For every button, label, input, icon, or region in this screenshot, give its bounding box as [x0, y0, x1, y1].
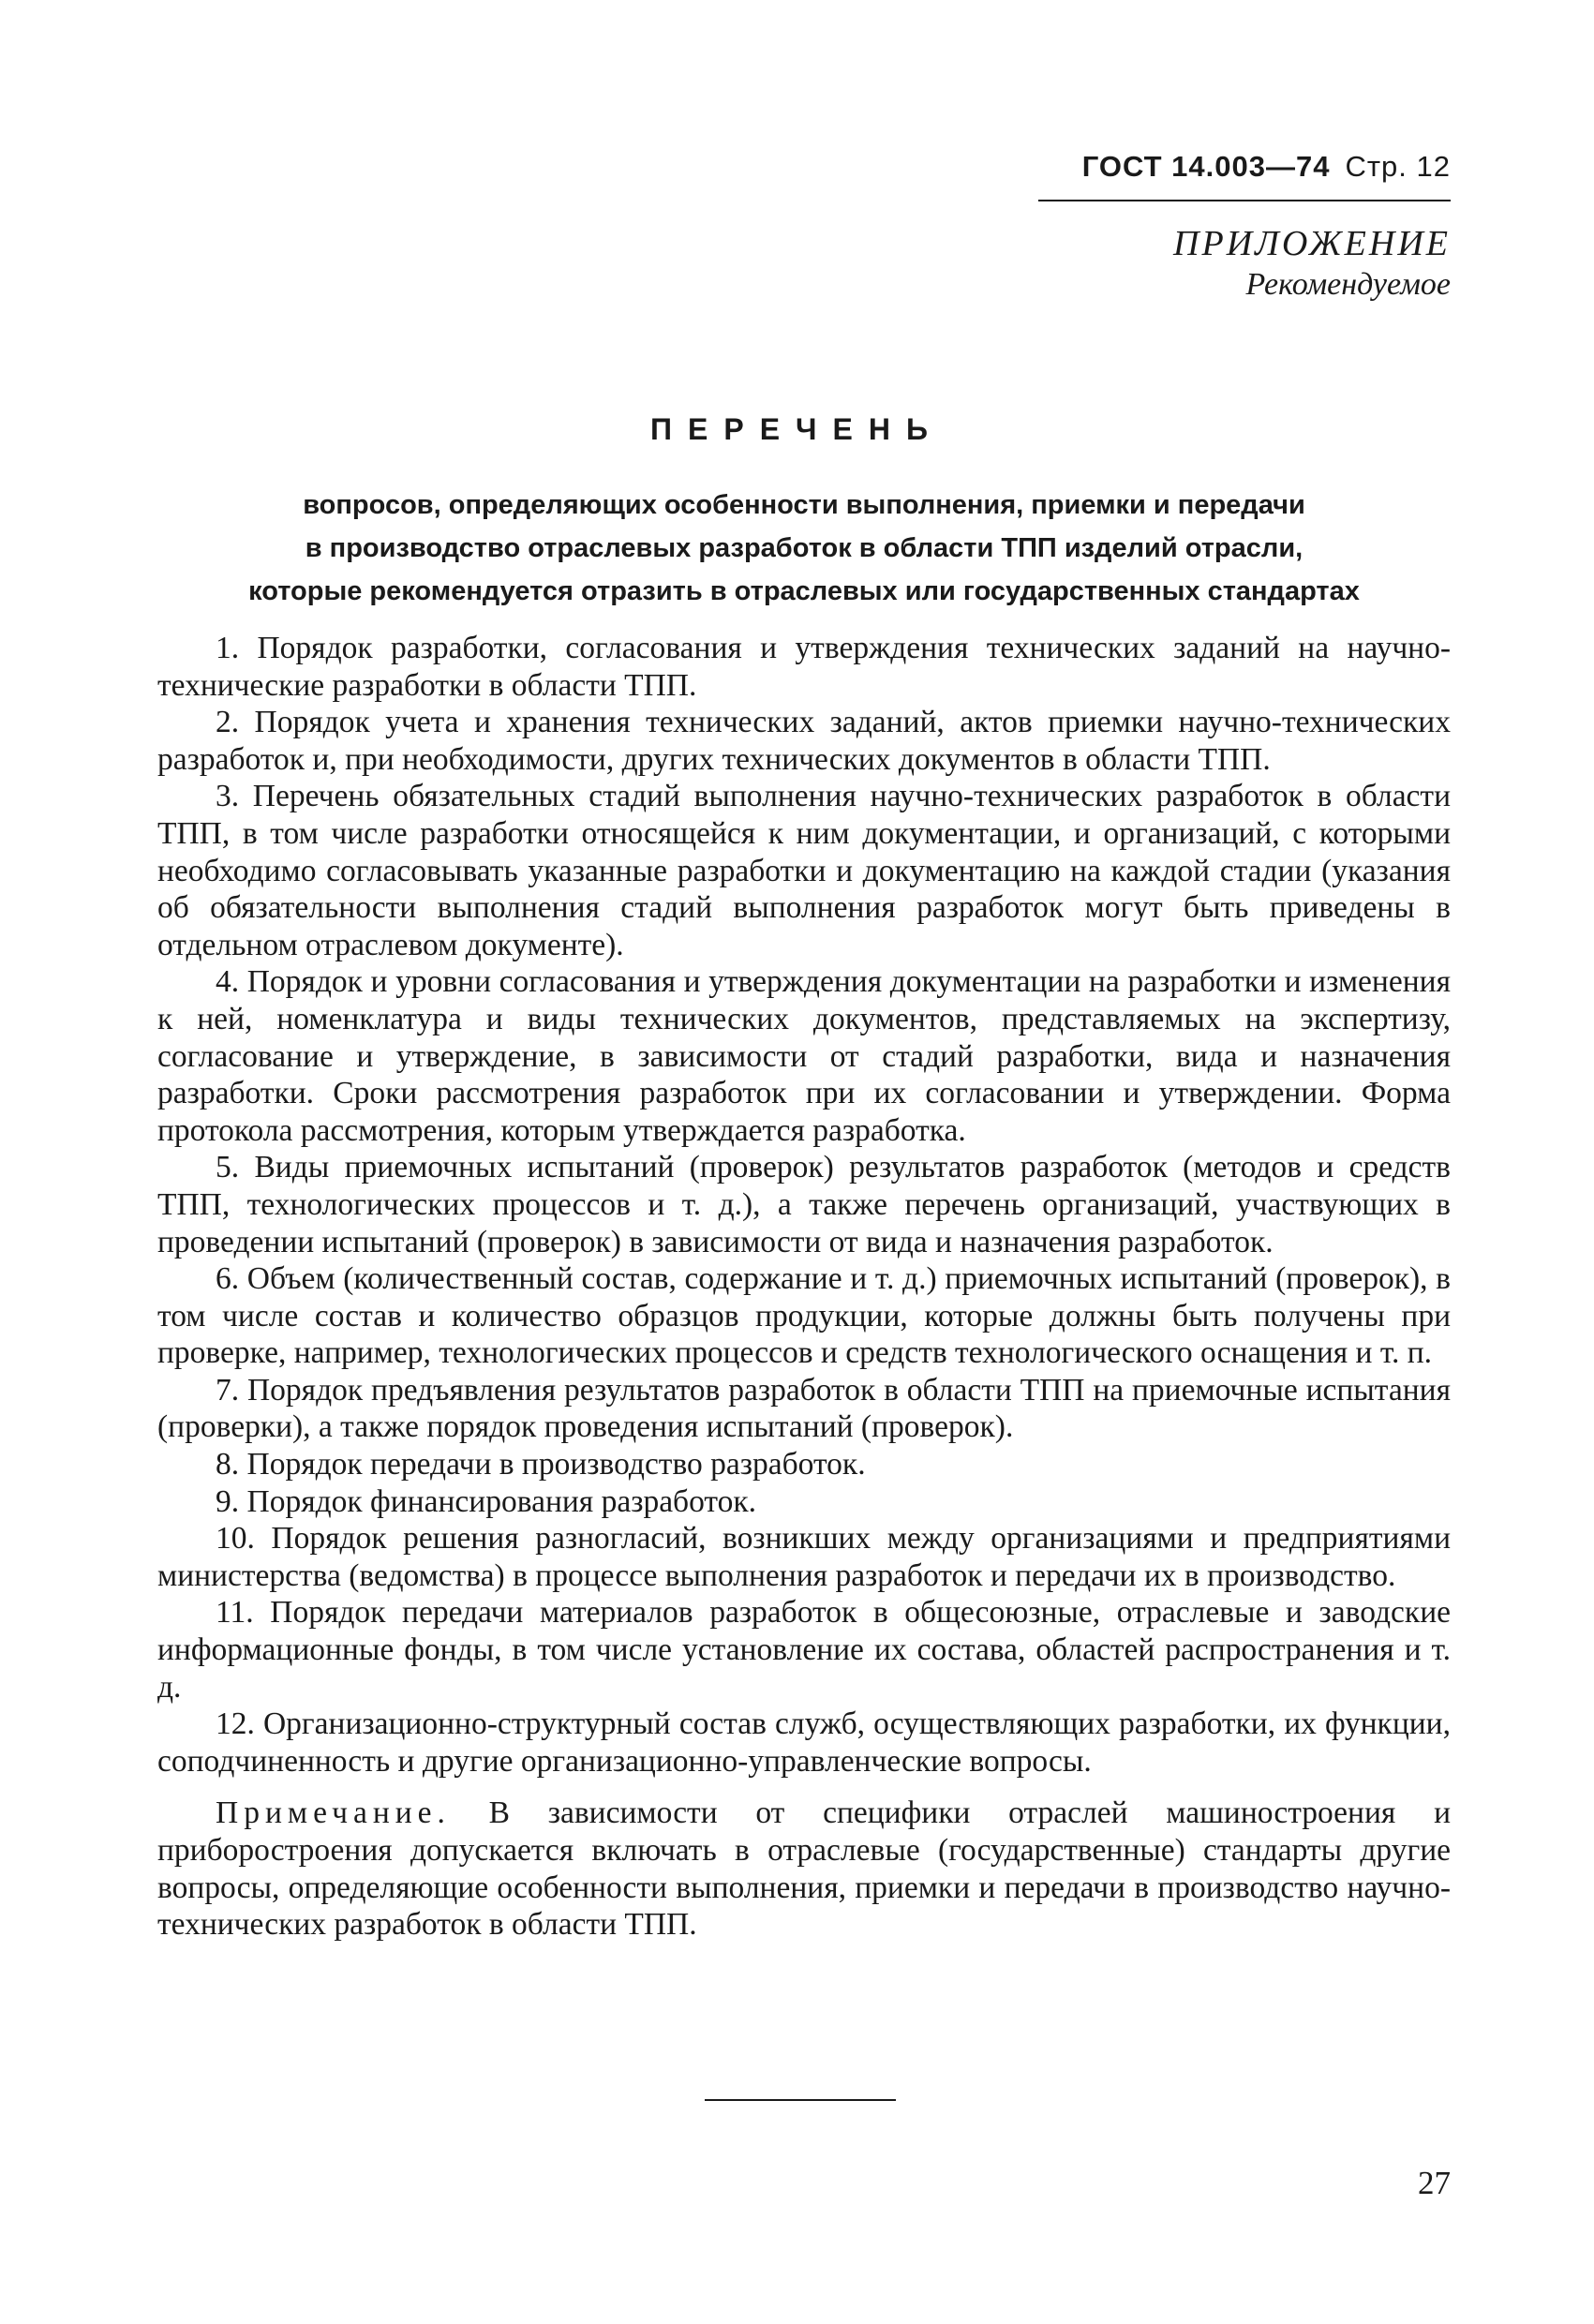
note-label: Примечание. — [216, 1795, 451, 1831]
list-item: 9. Порядок финансирования разработок. — [216, 1483, 757, 1519]
list-item: 1. Порядок разработки, согласования и утверждения технических заданий на научно-технические разработки в области ТПП. — [157, 631, 1451, 703]
list-item: 2. Порядок учета и хранения технических заданий, актов приемки научно-технических разработок и, при необходимости, других технических документов в области ТПП. — [157, 705, 1451, 777]
note-text: В зависимости от специфики отраслей машиностроения и приборостроения допускается включать в отраслевые (государственные) стандарты другие вопросы, определяющие особенности выполнения, приемки и передачи в производство научно-технических разработок в области ТПП. — [157, 1795, 1451, 1943]
list-item: 4. Порядок и уровни согласования и утверждения документации на разработки и изменения к ней, номенклатура и виды технических документов, представляемых на экспертизу, согласование и утверждение, в зависимости от стадий разработки, вида и назначения разработки. Сроки рассмотрения разработок при их согласовании и утверждении. Форма протокола рассмотрения, которым утверждается разработка. — [157, 964, 1451, 1148]
list-item: 10. Порядок решения разногласий, возникших между организациями и предприятиями министерства (ведомства) в процессе выполнения разработок и передачи их в производство. — [157, 1521, 1451, 1593]
header-divider — [1038, 200, 1451, 201]
subtitle-line: которые рекомендуется отразить в отраслевых или государственных стандартах — [248, 576, 1360, 606]
list-item: 3. Перечень обязательных стадий выполнения научно-технических разработок в области ТПП, в том числе разработки относящейся к ним документации, и организаций, с которыми необходимо согласовывать указанные разработки и документацию на каждой стадии (указания об обязательности выполнения стадий выполнения разработок могут быть приведены в отдельном отраслевом документе). — [157, 779, 1451, 962]
subtitle-line: в производство отраслевых разработок в области ТПП изделий отрасли, — [305, 533, 1304, 563]
list-item: 7. Порядок предъявления результатов разработок в области ТПП на приемочные испытания (проверки), а также порядок проведения испытаний (проверок). — [157, 1372, 1451, 1445]
appendix-status: Рекомендуемое — [1245, 267, 1451, 302]
document-title: ПЕРЕЧЕНЬ — [650, 412, 944, 446]
standard-code: ГОСТ 14.003—74 — [1081, 150, 1331, 183]
list-item: 5. Виды приемочных испытаний (проверок) результатов разработок (методов и средств ТПП, технологических процессов и т. д.), а также перечень организаций, участвующих в проведении испытаний (проверок) в зависимости от вида и назначения разработок. — [157, 1150, 1451, 1259]
appendix-label — [1078, 223, 1451, 305]
page-reference: Стр. 12 — [1345, 150, 1451, 183]
document-subtitle — [157, 484, 1451, 613]
list-item: 11. Порядок передачи материалов разработок в общесоюзные, отраслевые и заводские информационные фонды, в том числе установление их состава, областей распространения и т. д. — [157, 1595, 1451, 1705]
page-header — [1031, 150, 1451, 184]
appendix-title: ПРИЛОЖЕНИЕ — [1173, 224, 1451, 263]
end-divider — [705, 2099, 896, 2101]
subtitle-line: вопросов, определяющих особенности выполнения, приемки и передачи — [303, 490, 1305, 520]
note — [157, 1795, 1451, 1943]
page-number: 27 — [1418, 2165, 1451, 2201]
list-item: 12. Организационно-структурный состав служб, осуществляющих разработки, их функции, соподчиненность и другие организационно-управленческие вопросы. — [157, 1706, 1451, 1779]
list-item: 6. Объем (количественный состав, содержание и т. д.) приемочных испытаний (проверок), в том числе состав и количество образцов продукции, которые должны быть получены при проверке, например, технологических процессов и средств технологического оснащения и т. п. — [157, 1261, 1451, 1371]
list-body — [157, 630, 1451, 1944]
list-item: 8. Порядок передачи в производство разработок. — [216, 1447, 866, 1482]
